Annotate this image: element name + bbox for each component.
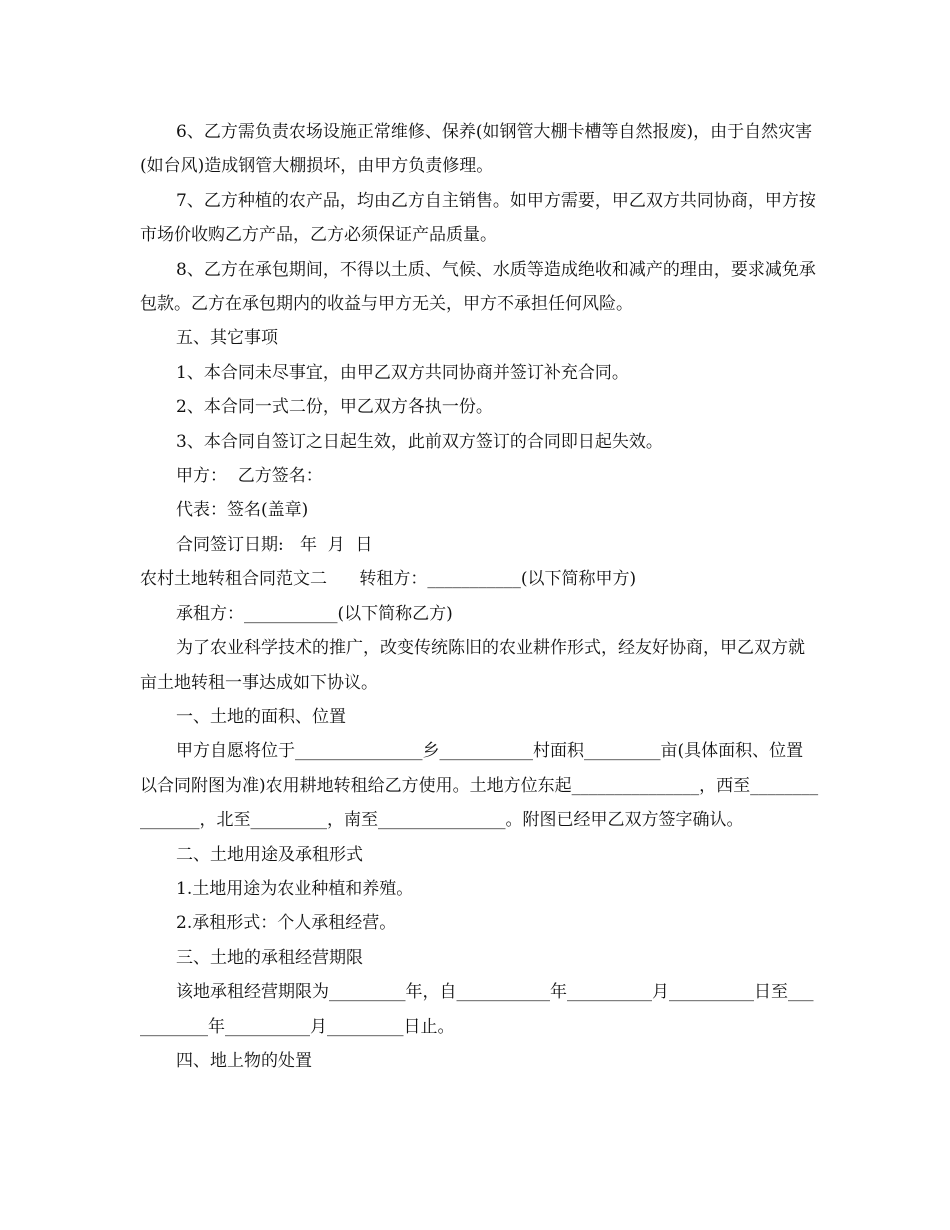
paragraph-clause-8: 8、乙方在承包期间，不得以土质、气候、水质等造成绝收和减产的理由，要求减免承包款。乙方在承包期内的收益与甲方无关，甲方不承担任何风险。 [140,259,816,315]
section-heading-ground-objects: 四、地上物的处置 [176,1050,312,1071]
paragraph-land-location: 甲方自愿将位于_______________乡___________村面积_________亩(具体面积、位置以合同附图为准)农用耕地转租给乙方使用。土地方位东起_______________，西至_______________，北至_________，南至_______________。附图已经甲乙双方签字确认。 [140,741,819,831]
section-heading-land-area: 一、土地的面积、位置 [176,706,346,727]
paragraph-clause-7: 7、乙方种植的农产品，均由乙方自主销售。如甲方需要，甲乙双方共同协商，甲方按市场价收购乙方产品，乙方必须保证产品质量。 [140,190,816,246]
signature-party-line: 甲方： 乙方签名： [176,466,323,487]
paragraph-clause-6: 6、乙方需负责农场设施正常维修、保养(如钢管大棚卡槽等自然报废)，由于自然灾害(如台风)造成钢管大棚损坏，由甲方负责修理。 [140,122,813,177]
paragraph-preamble: 为了农业科学技术的推广，改变传统陈旧的农业耕作形式，经友好协商，甲乙双方就 亩土地转租一事达成如下协议。 [140,638,811,693]
lessee-line: 承租方：___________(以下简称乙方) [176,603,453,624]
paragraph-other-3: 3、本合同自签订之日起生效，此前双方签订的合同即日起失效。 [176,431,663,452]
section-heading-lease-term: 三、土地的承租经营期限 [176,947,363,968]
paragraph-other-1: 1、本合同未尽事宜，由甲乙双方共同协商并签订补充合同。 [176,362,629,383]
paragraph-land-use-1: 1.土地用途为农业种植和养殖。 [176,878,414,899]
section-heading-other-matters: 五、其它事项 [176,328,278,349]
paragraph-land-use-2: 2.承租形式：个人承租经营。 [176,913,397,934]
signing-date-line: 合同签订日期: 年 月 日 [176,534,373,555]
signature-representative-line: 代表：签名(盖章) [176,500,309,521]
contract-two-title-line: 农村土地转租合同范文二 转租方：___________(以下简称甲方) [140,569,637,590]
section-heading-land-use: 二、土地用途及承租形式 [176,844,363,865]
paragraph-other-2: 2、本合同一式二份，甲乙双方各执一份。 [176,397,493,418]
document-body [140,115,820,1078]
paragraph-lease-term: 该地承租经营期限为_________年，自___________年__________月__________日至___________年__________月_________日止。 [140,982,814,1037]
